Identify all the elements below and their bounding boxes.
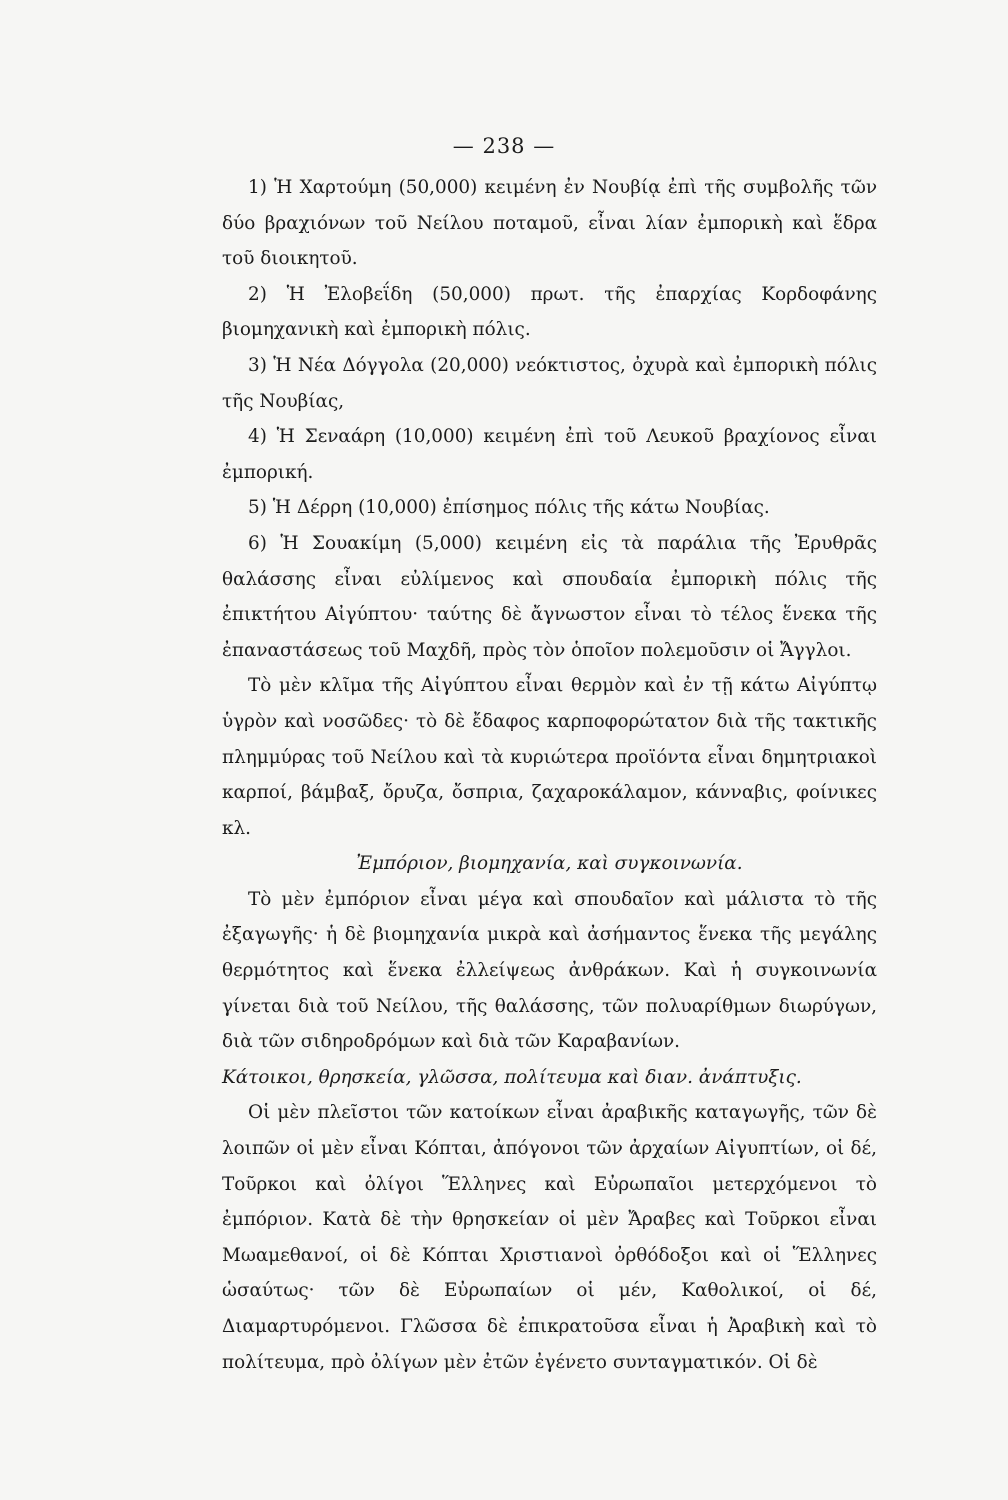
city-entry: 1) Ἡ Χαρτούμη (50,000) κειμένη ἐν Νουβίᾳ ἐπὶ τῆς συμβολῆς τῶν δύο βραχιόνων τοῦ Νείλου ποταμοῦ, εἶναι λίαν ἐμπορικὴ καὶ ἕδρα τοῦ διοικητοῦ. xyxy=(222,177,877,270)
section-heading-population: Κάτοικοι, θρησκεία, γλῶσσα, πολίτευμα καὶ διαν. ἀνάπτυξις. xyxy=(222,1066,802,1088)
section-heading-trade: Ἐμπόριον, βιομηχανία, καὶ συγκοινωνία. xyxy=(356,853,743,875)
city-entry: 4) Ἡ Σεναάρη (10,000) κειμένη ἐπὶ τοῦ Λευκοῦ βραχίονος εἶναι ἐμπορική. xyxy=(222,426,877,483)
trade-paragraph: Τὸ μὲν ἐμπόριον εἶναι μέγα καὶ σπουδαῖον καὶ μάλιστα τὸ τῆς ἐξαγωγῆς· ἡ δὲ βιομηχανία μικρὰ καὶ ἀσήμαντος ἕνεκα τῆς μεγάλης θερμότητος καὶ ἕνεκα ἐλλείψεως ἀνθράκων. Καὶ ἡ συγκοινωνία γίνεται διὰ τοῦ Νείλου, τῆς θαλάσσης, τῶν πολυαρίθμων διωρύγων, διὰ τῶν σιδηροδρόμων καὶ διὰ τῶν Καραβανίων. xyxy=(222,888,877,1053)
page-number: — 238 — xyxy=(452,134,556,158)
city-entry: 2) Ἡ Ἐλοβεΐδη (50,000) πρωτ. τῆς ἐπαρχίας Κορδοφάνης βιομηχανικὴ καὶ ἐμπορικὴ πόλις. xyxy=(222,283,877,341)
city-entry: 6) Ἡ Σουακίμη (5,000) κειμένη εἰς τὰ παράλια τῆς Ἐρυθρᾶς θαλάσσης εἶναι εὐλίμενος καὶ σπουδαία ἐμπορικὴ πόλις τῆς ἐπικτήτου Αἰγύπτου· ταύτης δὲ ἄγνωστον εἶναι τὸ τέλος ἕνεκα τῆς ἐπαναστάσεως τοῦ Μαχδῆ, πρὸς τὸν ὁποῖον πολεμοῦσιν οἱ Ἄγγλοι. xyxy=(222,532,877,661)
population-paragraph: Οἱ μὲν πλεῖστοι τῶν κατοίκων εἶναι ἀραβικῆς καταγωγῆς, τῶν δὲ λοιπῶν οἱ μὲν εἶναι Κόπται, ἀπόγονοι τῶν ἀρχαίων Αἰγυπτίων, οἱ δέ, Τοῦρκοι καὶ ὀλίγοι Ἕλληνες καὶ Εὐρωπαῖοι μετερχόμενοι τὸ ἐμπόριον. Κατὰ δὲ τὴν θρησκείαν οἱ μὲν Ἄραβες καὶ Τοῦρκοι εἶναι Μωαμεθανοί, οἱ δὲ Κόπται Χριστιανοὶ ὀρθόδοξοι καὶ οἱ Ἕλληνες ὡσαύτως· τῶν δὲ Εὐρωπαίων οἱ μέν, Καθολικοί, οἱ δέ, Διαμαρτυρόμενοι. Γλῶσσα δὲ ἐπικρατοῦσα εἶναι ἡ Ἀραβικὴ καὶ τὸ πολίτευμα, πρὸ ὀλίγων μὲν ἐτῶν ἐγένετο συνταγματικόν. Οἱ δὲ xyxy=(222,1102,877,1373)
city-entry: 5) Ἡ Δέρρη (10,000) ἐπίσημος πόλις τῆς κάτω Νουβίας. xyxy=(248,497,770,519)
climate-paragraph: Τὸ μὲν κλῖμα τῆς Αἰγύπτου εἶναι θερμὸν καὶ ἐν τῇ κάτω Αἰγύπτῳ ὑγρὸν καὶ νοσῶδες· τὸ δὲ ἔδαφος καρποφορώτατον διὰ τῆς τακτικῆς πλημμύρας τοῦ Νείλου καὶ τὰ κυριώτερα προϊόντα εἶναι δημητριακοὶ καρποί, βάμβαξ, ὄρυζα, ὄσπρια, ζαχαροκάλαμον, κάνναβις, φοίνικες κλ. xyxy=(222,675,877,839)
city-entry: 3) Ἡ Νέα Δόγγολα (20,000) νεόκτιστος, ὀχυρὰ καὶ ἐμπορικὴ πόλις τῆς Νουβίας, xyxy=(222,354,877,412)
page-body xyxy=(222,170,877,1380)
